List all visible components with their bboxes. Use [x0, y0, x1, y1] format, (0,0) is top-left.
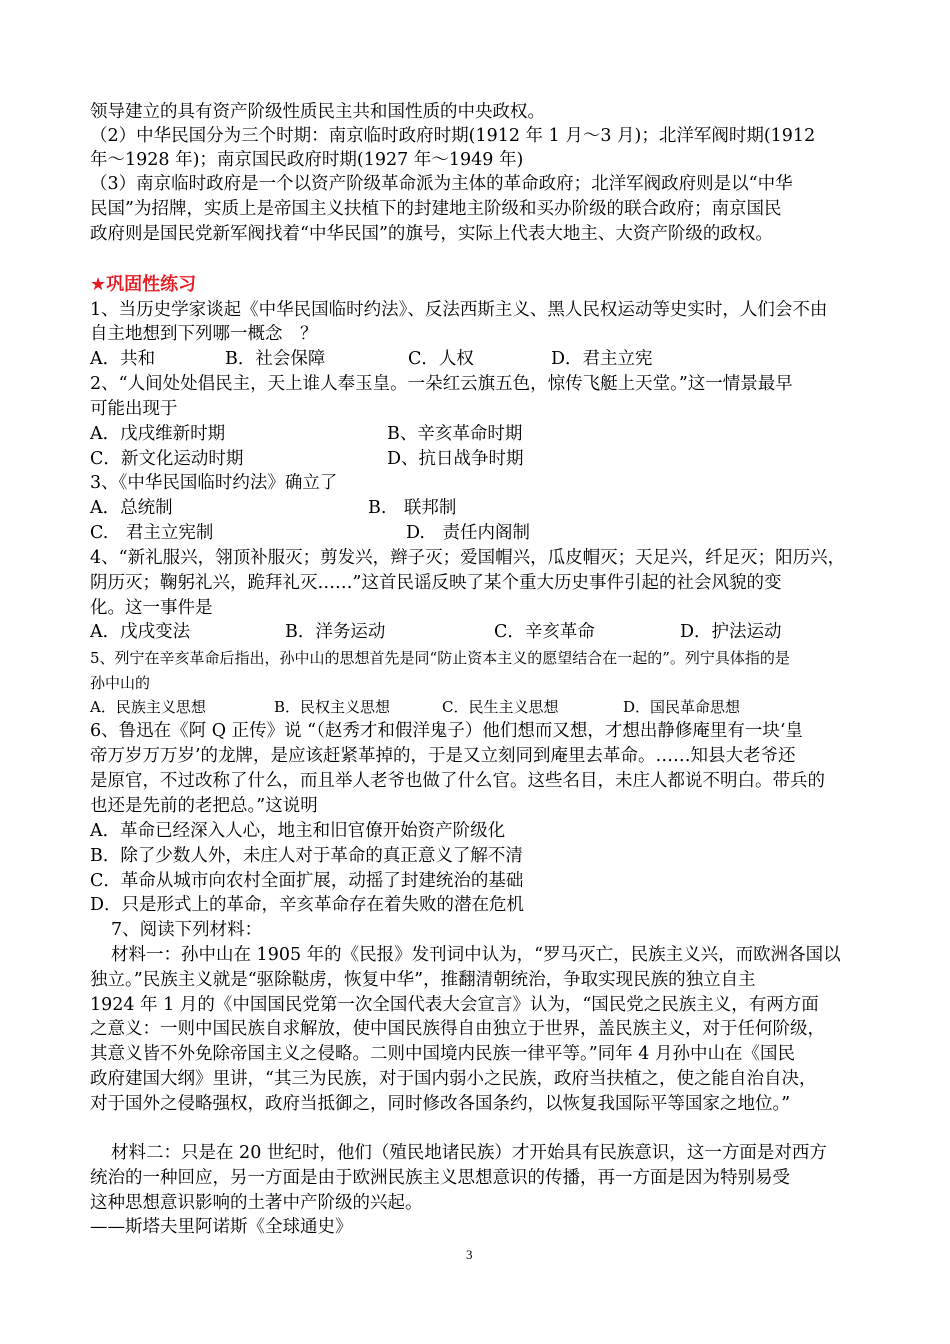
- q7-stem: 7、阅读下列材料：: [111, 920, 263, 940]
- intro-line-6: 政府则是国民党新军阀找着“中华民国”的旗号，实际上代表大地主、大资产阶级的政权。: [90, 224, 773, 244]
- q3-option-c: C. 君主立宪制: [90, 523, 214, 543]
- q2-option-a: A．戊戌维新时期: [90, 424, 226, 444]
- q1-stem-line-2: 自主地想到下列哪一概念 ？: [90, 324, 318, 344]
- material-2-line: 这种思想意识影响的土著中产阶级的兴起。: [90, 1193, 423, 1213]
- q3-option-a: A．总统制: [90, 498, 173, 518]
- q6-option-a: A．革命已经深入人心，地主和旧官僚开始资产阶级化: [90, 821, 506, 841]
- intro-line-5: 民国”为招牌，实质上是帝国主义扶植下的封建地主阶级和买办阶级的联合政府；南京国民: [90, 199, 782, 219]
- q6-stem-line-2: 帝万岁万万岁’的龙牌，是应该赶紧革掉的，于是又立刻同到庵里去革命。……知县大老爷还: [90, 746, 796, 766]
- q1-stem-line-1: 1、当历史学家谈起《中华民国临时约法》、反法西斯主义、黑人民权运动等史实时，人们会不由: [90, 300, 828, 320]
- q3-option-d: D. 责任内阁制: [406, 523, 530, 543]
- q4-option-b: B．洋务运动: [285, 622, 386, 642]
- material-1-line: 独立。”民族主义就是“驱除鞑虏，恢复中华”，推翻清朝统治，争取实现民族的独立自主: [90, 970, 756, 990]
- q2-option-d: D、抗日战争时期: [387, 449, 524, 469]
- q5-option-a: A．民族主义思想: [90, 698, 206, 716]
- page-number: 3: [466, 1247, 473, 1262]
- material-1-line: 材料一：孙中山在 1905 年的《民报》发刊词中认为，“罗马灭亡，民族主义兴，而欧洲各国以: [111, 945, 841, 965]
- q3-option-b: B. 联邦制: [368, 498, 457, 518]
- q5-option-c: C．民生主义思想: [442, 698, 559, 716]
- q6-stem-line-3: 是原官，不过改称了什么，而且举人老爷也做了什么官。这些名目，未庄人都说不明白。带兵的: [90, 771, 825, 791]
- q6-option-d: D．只是形式上的革命，辛亥革命存在着失败的潜在危机: [90, 895, 525, 915]
- q4-stem-line-3: 化。这一事件是: [90, 598, 213, 618]
- material-1-line: 之意义：一则中国民族自求解放，使中国民族得自由独立于世界，盖民族主义，对于任何阶级，: [90, 1019, 825, 1039]
- intro-line-2: （2）中华民国分为三个时期：南京临时政府时期(1912 年 1 月～3 月)；北洋军阀时期(1912: [90, 126, 816, 146]
- q5-option-b: B．民权主义思想: [274, 698, 391, 716]
- q1-option-b: B．社会保障: [225, 349, 326, 369]
- q5-stem-line-1: 5、列宁在辛亥革命后指出，孙中山的思想首先是同“防止资本主义的愿望结合在一起的”。列宁具体指的是: [90, 649, 790, 667]
- q5-option-d: D．国民革命思想: [623, 698, 741, 716]
- q1-option-d: D．君主立宪: [551, 349, 653, 369]
- q2-stem-line-1: 2、“人间处处倡民主，天上谁人奉玉皇。一朵红云旗五色，惊传飞艇上天堂。”这一情景最早: [90, 374, 793, 394]
- q6-stem-line-4: 也还是先前的老把总。”这说明: [90, 796, 318, 816]
- material-2-source: ——斯塔夫里阿诺斯《全球通史》: [90, 1217, 353, 1237]
- intro-line-4: （3）南京临时政府是一个以资产阶级革命派为主体的革命政府；北洋军阀政府则是以“中华: [90, 174, 793, 194]
- material-1-line: 对于国外之侵略强权，政府当抵御之，同时修改各国条约，以恢复我国际平等国家之地位。”: [90, 1094, 791, 1114]
- q2-option-c: C．新文化运动时期: [90, 449, 244, 469]
- material-2-line: 材料二：只是在 20 世纪时，他们（殖民地诸民族）才开始具有民族意识，这一方面是对西方: [111, 1143, 827, 1163]
- q3-stem-line-1: 3、《中华民国临时约法》确立了: [90, 473, 338, 493]
- q6-option-b: B．除了少数人外，未庄人对于革命的真正意义了解不清: [90, 846, 523, 866]
- q4-stem-line-1: 4、“新礼服兴，翎顶补服灭；剪发兴，辫子灭；爱国帽兴，瓜皮帽灭；天足兴，纤足灭；阳历兴，: [90, 548, 846, 568]
- material-1-line: 其意义皆不外免除帝国主义之侵略。二则中国境内民族一律平等。”同年 4 月孙中山在《国民: [90, 1044, 795, 1064]
- q4-option-d: D．护法运动: [680, 622, 782, 642]
- q2-stem-line-2: 可能出现于: [90, 399, 178, 419]
- section-title: ★巩固性练习: [90, 274, 197, 295]
- q4-stem-line-2: 阴历灭；鞠躬礼兴，跪拜礼灭……”这首民谣反映了某个重大历史事件引起的社会风貌的变: [90, 573, 782, 593]
- material-2-line: 统治的一种回应，另一方面是由于欧洲民族主义思想意识的传播，再一方面是因为特别易受: [90, 1168, 790, 1188]
- q1-option-a: A．共和: [90, 349, 156, 369]
- q6-stem-line-1: 6、鲁迅在《阿 Q 正传》说 “（赵秀才和假洋鬼子）他们想而又想，才想出静修庵里有一块‘皇: [90, 721, 803, 741]
- q4-option-a: A．戊戌变法: [90, 622, 191, 642]
- q4-option-c: C．辛亥革命: [494, 622, 595, 642]
- intro-line-3: 年～1928 年)；南京国民政府时期(1927 年～1949 年): [90, 150, 524, 170]
- q1-option-c: C．人权: [408, 349, 474, 369]
- intro-line-1: 领导建立的具有资产阶级性质民主共和国性质的中央政权。: [90, 102, 545, 122]
- q2-option-b: B、辛亥革命时期: [387, 424, 523, 444]
- material-1-line: 1924 年 1 月的《中国国民党第一次全国代表大会宣言》认为，“国民党之民族主义，有两方面: [90, 995, 819, 1015]
- q6-option-c: C．革命从城市向农村全面扩展，动摇了封建统治的基础: [90, 871, 524, 891]
- q5-stem-line-2: 孙中山的: [90, 674, 151, 692]
- material-1-line: 政府建国大纲》里讲，“其三为民族，对于国内弱小之民族，政府当扶植之，使之能自治自决，: [90, 1069, 817, 1089]
